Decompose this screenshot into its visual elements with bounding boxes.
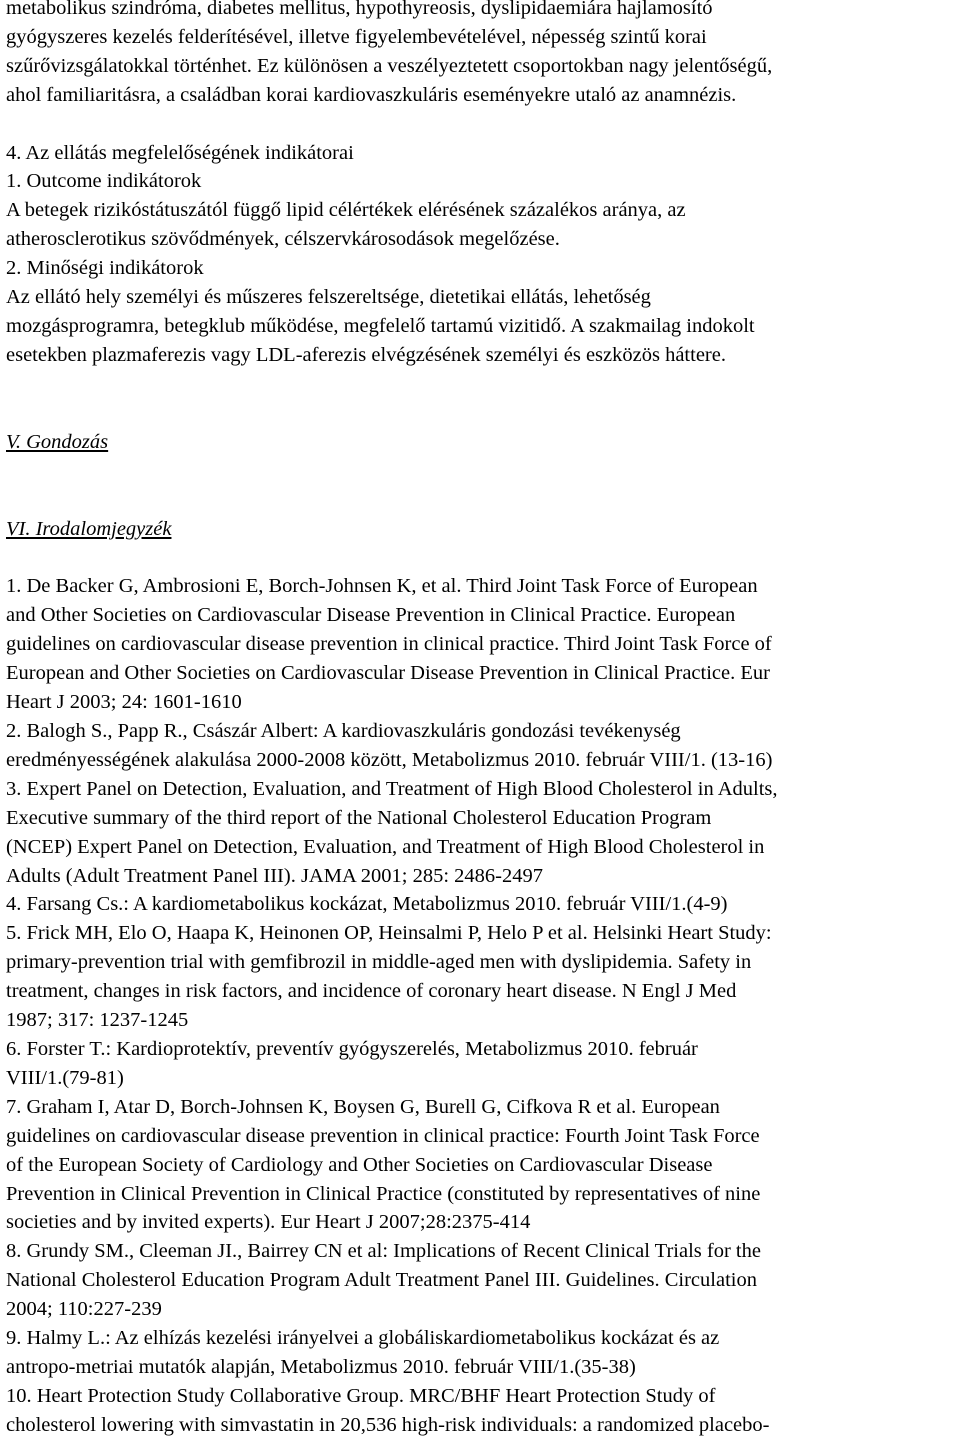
reference-line: 6. Forster T.: Kardioprotektív, preventív gyógyszerelés, Metabolizmus 2010. február <box>6 1037 698 1060</box>
reference-line: 2. Balogh S., Papp R., Császár Albert: A kardiovaszkuláris gondozási tevékenység <box>6 720 681 742</box>
text-line: esetekben plazmaferezis vagy LDL-aferezis elvégzésének személyi és eszközös háttere. <box>6 343 726 366</box>
reference-line: Adults (Adult Treatment Panel III). JAMA 2001; 285: 2486-2497 <box>6 864 543 887</box>
reference-line: cholesterol lowering with simvastatin in 20,536 high-risk individuals: a randomized placebo- <box>6 1413 770 1436</box>
document-page <box>6 0 956 1440</box>
reference-line: 8. Grundy SM., Cleeman JI., Bairrey CN et al: Implications of Recent Clinical Trials for the <box>6 1240 761 1263</box>
reference-line: 5. Frick MH, Elo O, Haapa K, Heinonen OP, Heinsalmi P, Helo P et al. Helsinki Heart Study: <box>6 922 772 945</box>
reference-line: 4. Farsang Cs.: A kardiometabolikus kockázat, Metabolizmus 2010. február VIII/1.(4-9) <box>6 893 728 916</box>
spacer <box>6 544 956 573</box>
reference-line: European and Other Societies on Cardiovascular Disease Prevention in Clinical Practice. Eur <box>6 662 770 685</box>
spacer <box>6 399 956 428</box>
reference-line: eredményességének alakulása 2000-2008 között, Metabolizmus 2010. február VIII/1. (13-16) <box>6 748 773 771</box>
reference-line: societies and by invited experts). Eur Heart J 2007;28:2375-414 <box>6 1211 531 1234</box>
text-line: A betegek rizikóstátuszától függő lipid célértékek elérésének százalékos aránya, az <box>6 199 686 222</box>
reference-line: 9. Halmy L.: Az elhízás kezelési irányelvei a globáliskardiometabolikus kockázat és az <box>6 1327 720 1350</box>
reference-line: and Other Societies on Cardiovascular Disease Prevention in Clinical Practice. European <box>6 604 736 627</box>
reference-line: (NCEP) Expert Panel on Detection, Evaluation, and Treatment of High Blood Cholesterol in <box>6 835 765 858</box>
text-line: mozgásprogramra, betegklub működése, megfelelő tartamú vizitidő. A szakmailag indokolt <box>6 314 755 337</box>
section-title: 4. Az ellátás megfelelőségének indikátorai <box>6 141 354 164</box>
reference-line: treatment, changes in risk factors, and incidence of coronary heart disease. N Engl J Med <box>6 980 737 1003</box>
reference-line: VIII/1.(79-81) <box>6 1066 124 1089</box>
intro-paragraph <box>6 0 956 110</box>
reference-line: Prevention in Clinical Prevention in Clinical Practice (constituted by representatives of nine <box>6 1182 761 1205</box>
heading-irodalomjegyzek: VI. Irodalomjegyzék <box>6 517 172 540</box>
reference-line: antropo-metriai mutatók alapján, Metabolizmus 2010. február VIII/1.(35-38) <box>6 1355 636 1378</box>
reference-line: 1. De Backer G, Ambrosioni E, Borch-Johnsen K, et al. Third Joint Task Force of European <box>6 575 758 598</box>
reference-line: Heart J 2003; 24: 1601-1610 <box>6 691 242 714</box>
text-line: gyógyszeres kezelés felderítésével, illetve figyelembevételével, népesség szintű korai <box>6 25 707 48</box>
reference-line: 1987; 317: 1237-1245 <box>6 1009 189 1032</box>
reference-line: 2004; 110:227-239 <box>6 1298 162 1321</box>
reference-list <box>6 572 956 1439</box>
spacer <box>6 457 956 486</box>
reference-line: 7. Graham I, Atar D, Borch-Johnsen K, Boysen G, Burell G, Cifkova R et al. European <box>6 1095 720 1118</box>
reference-line: of the European Society of Cardiology and Other Societies on Cardiovascular Disease <box>6 1153 713 1176</box>
reference-line: primary-prevention trial with gemfibrozil in middle-aged men with dyslipidemia. Safety in <box>6 951 752 974</box>
text-line: ahol familiaritásra, a családban korai kardiovaszkuláris eseményekre utaló az anamnézis. <box>6 83 737 106</box>
reference-line: 10. Heart Protection Study Collaborative Group. MRC/BHF Heart Protection Study of <box>6 1384 716 1407</box>
spacer <box>6 370 956 399</box>
subsection-title: 1. Outcome indikátorok <box>6 170 202 193</box>
text-line: Az ellátó hely személyi és műszeres felszereltsége, dietetikai ellátás, lehetőség <box>6 286 651 309</box>
section-indicators <box>6 139 956 370</box>
heading-gondozas: V. Gondozás <box>6 430 109 453</box>
reference-line: Executive summary of the third report of the National Cholesterol Education Program <box>6 806 712 829</box>
spacer <box>6 110 956 139</box>
spacer <box>6 486 956 515</box>
text-line: atherosclerotikus szövődmények, célszervkárosodások megelőzése. <box>6 228 560 251</box>
reference-line: National Cholesterol Education Program Adult Treatment Panel III. Guidelines. Circulation <box>6 1269 757 1292</box>
subsection-title: 2. Minőségi indikátorok <box>6 257 204 280</box>
reference-line: 3. Expert Panel on Detection, Evaluation, and Treatment of High Blood Cholesterol in Adults, <box>6 777 778 800</box>
text-line: metabolikus szindróma, diabetes mellitus, hypothyreosis, dyslipidaemiára hajlamosító <box>6 0 713 19</box>
text-line: szűrővizsgálatokkal történhet. Ez különösen a veszélyeztetett csoportokban nagy jelentőségű, <box>6 54 773 77</box>
reference-line: guidelines on cardiovascular disease prevention in clinical practice. Third Joint Task Force of <box>6 633 772 656</box>
reference-line: guidelines on cardiovascular disease prevention in clinical practice: Fourth Joint Task Force <box>6 1124 760 1147</box>
